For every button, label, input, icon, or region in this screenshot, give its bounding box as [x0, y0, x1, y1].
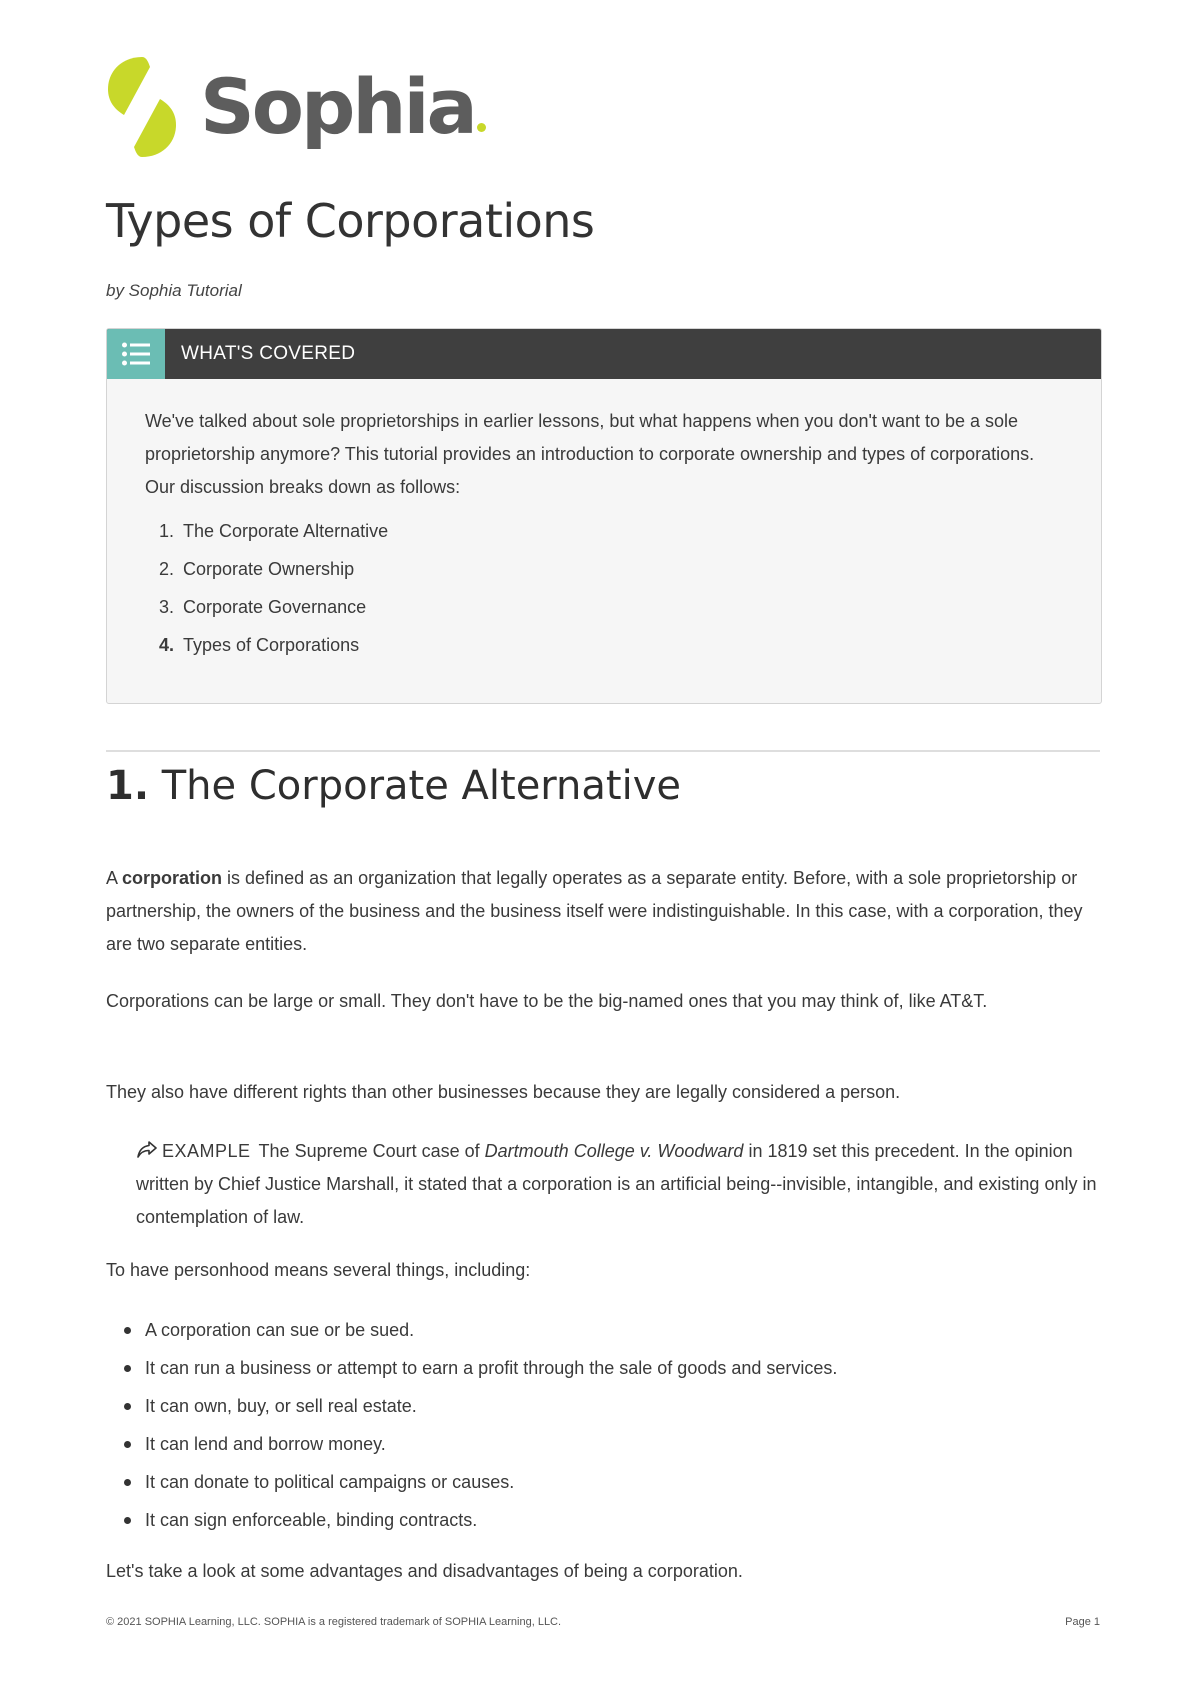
key-term: corporation: [122, 868, 223, 888]
whats-covered-body: [107, 379, 1101, 664]
list-item-text: It can sign enforceable, binding contracts.: [145, 1510, 478, 1530]
example-block: [136, 1135, 1100, 1234]
paragraph-transition: Let's take a look at some advantages and disadvantages of being a corporation.: [106, 1561, 743, 1581]
bullet-dot: [124, 1365, 131, 1372]
bullet-dot: [124, 1479, 131, 1486]
topic-label: Types of Corporations: [183, 635, 360, 655]
list-item-text: A corporation can sue or be sued.: [145, 1320, 415, 1340]
text-run: is defined as an organization that legally operates as a separate entity. Before, with a sole proprietorship or partnership, the owners of the business and the business itself were indistinguishable. In this case, with a corporation, they are two separate entities.: [106, 868, 1083, 954]
topic-number: 2.: [159, 559, 175, 579]
section-heading: [106, 762, 681, 810]
example-label: EXAMPLE: [162, 1141, 251, 1161]
byline: by Sophia Tutorial: [106, 281, 242, 300]
logo-wordmark: Sophia: [200, 62, 475, 151]
paragraph-personhood: To have personhood means several things, including:: [106, 1260, 531, 1280]
list-item: [124, 1425, 837, 1463]
list-item-text: It can own, buy, or sell real estate.: [145, 1396, 417, 1416]
copyright-notice: © 2021 SOPHIA Learning, LLC. SOPHIA is a registered trademark of SOPHIA Learning, LLC.: [106, 1616, 562, 1628]
list-item-text: It can lend and borrow money.: [145, 1434, 386, 1454]
topic-label: Corporate Governance: [183, 597, 367, 617]
section-title-text: The Corporate Alternative: [161, 763, 681, 809]
list-icon: [107, 329, 165, 379]
list-item: [124, 1463, 837, 1501]
whats-covered-box: [106, 328, 1102, 704]
sophia-logo-mark-icon: [106, 55, 178, 159]
text-run: in 1819 set this precedent. In the opinion written by Chief Justice Marshall, it stated that a corporation is an artificial being--invisible, intangible, and existing only in contemplation of law.: [136, 1141, 1097, 1227]
case-name: Dartmouth College v. Woodward: [484, 1141, 744, 1161]
section-number: 1.: [106, 763, 150, 809]
bullet-dot: [124, 1517, 131, 1524]
whats-covered-title: WHAT'S COVERED: [181, 343, 356, 364]
topic-number: 4.: [159, 635, 175, 655]
topic-item: [159, 626, 1061, 664]
text-run: The Supreme Court case of: [258, 1141, 485, 1161]
paragraph-size: Corporations can be large or small. They don't have to be the big-named ones that you may think of, like AT&T.: [106, 991, 988, 1011]
personhood-list: [124, 1311, 837, 1539]
document-page: [106, 0, 1102, 1698]
whats-covered-header: [107, 329, 1101, 379]
list-item-text: It can run a business or attempt to earn a profit through the sale of goods and services.: [145, 1358, 838, 1378]
logo-dot: [477, 123, 486, 132]
bullet-dot: [124, 1327, 131, 1334]
paragraph-rights: They also have different rights than other businesses because they are legally considered a person.: [106, 1082, 901, 1102]
topic-number: 1.: [159, 521, 175, 541]
list-item: [124, 1311, 837, 1349]
bullet-dot: [124, 1441, 131, 1448]
topic-item: [159, 512, 1061, 550]
sophia-logo: [106, 52, 486, 162]
document-title: Types of Corporations: [106, 194, 595, 248]
page-number: Page 1: [1065, 1616, 1100, 1628]
list-item: [124, 1387, 837, 1425]
topic-label: The Corporate Alternative: [183, 521, 389, 541]
topic-item: [159, 588, 1061, 626]
list-item-text: It can donate to political campaigns or causes.: [145, 1472, 515, 1492]
section-divider: [106, 750, 1100, 752]
topic-label: Corporate Ownership: [183, 559, 355, 579]
bullet-dot: [124, 1403, 131, 1410]
page-footer: [106, 1616, 1100, 1628]
share-arrow-icon: [136, 1140, 158, 1160]
text-run: A: [106, 868, 123, 888]
paragraph-definition: [106, 862, 1100, 961]
list-item: [124, 1349, 837, 1387]
topic-item: [159, 550, 1061, 588]
topic-number: 3.: [159, 597, 175, 617]
whats-covered-intro: We've talked about sole proprietorships in earlier lessons, but what happens when you don't want to be a sole proprietorship anymore? This tutorial provides an introduction to corporate ownership and types of corporations. Our discussion breaks down as follows:: [145, 411, 1035, 497]
topics-list: [145, 512, 1061, 664]
list-item: [124, 1501, 837, 1539]
